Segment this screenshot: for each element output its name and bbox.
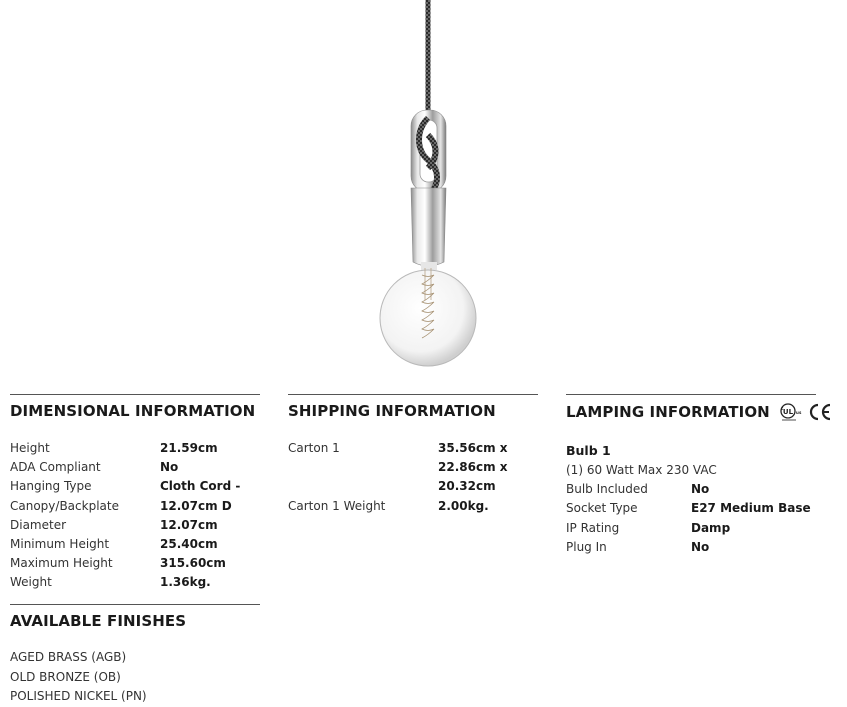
spec-label: Weight xyxy=(10,575,52,590)
spec-row xyxy=(566,480,816,499)
spec-label: Canopy/Backplate xyxy=(10,498,119,513)
spec-label: Minimum Height xyxy=(10,537,110,552)
section-divider xyxy=(566,394,816,395)
spec-label: ADA Compliant xyxy=(10,460,101,475)
spec-row xyxy=(10,554,260,573)
svg-text:c: c xyxy=(780,406,784,411)
spec-row xyxy=(10,535,260,554)
spec-label: Height xyxy=(10,441,50,455)
spec-label: Bulb Included xyxy=(566,482,648,497)
spec-value: 1.36kg. xyxy=(160,575,211,590)
spec-row xyxy=(10,439,260,458)
section-divider xyxy=(10,394,260,395)
spec-value: 21.59cm xyxy=(160,441,218,455)
spec-row xyxy=(288,439,538,497)
lamping-section xyxy=(566,394,816,557)
spec-value: 12.07cm xyxy=(160,517,218,532)
socket xyxy=(411,188,446,266)
section-divider xyxy=(288,394,538,395)
bulb-title: Bulb 1 xyxy=(566,443,611,458)
ul-listed-icon xyxy=(779,402,805,422)
spec-value: Damp xyxy=(691,520,731,535)
spec-value: E27 Medium Base xyxy=(691,501,811,516)
spec-row xyxy=(10,458,260,477)
spec-label: Socket Type xyxy=(566,501,638,516)
spec-label: Hanging Type xyxy=(10,479,92,494)
section-heading: SHIPPING INFORMATION xyxy=(288,402,496,420)
cloth-cord xyxy=(426,0,431,118)
bulb xyxy=(380,270,476,366)
section-heading: LAMPING INFORMATION xyxy=(566,403,770,421)
certification-marks xyxy=(779,402,832,422)
spec-row xyxy=(566,538,816,557)
svg-text:us: us xyxy=(795,410,802,415)
spec-value: No xyxy=(691,482,710,497)
finishes-section xyxy=(10,604,260,707)
section-divider xyxy=(10,604,260,605)
svg-text:UL: UL xyxy=(782,408,794,416)
spec-label: IP Rating xyxy=(566,520,620,535)
spec-row xyxy=(10,497,260,516)
spec-row xyxy=(566,499,816,518)
spec-label: Plug In xyxy=(566,539,607,554)
section-heading-row xyxy=(566,402,816,422)
spec-label: Maximum Height xyxy=(10,556,113,571)
shipping-table xyxy=(288,439,538,516)
bulb-description: (1) 60 Watt Max 230 VAC xyxy=(566,463,717,478)
spec-row xyxy=(10,477,260,496)
finish-item: AGED BRASS (AGB) xyxy=(10,650,127,664)
spec-value: No xyxy=(691,539,710,554)
lamping-table xyxy=(566,441,816,557)
spec-value: 25.40cm xyxy=(160,537,218,552)
section-heading: AVAILABLE FINISHES xyxy=(10,612,187,630)
spec-value: 35.56cm x 22.86cm x 20.32cm xyxy=(438,441,508,494)
spec-value: 12.07cm D xyxy=(160,498,232,513)
finish-item: OLD BRONZE (OB) xyxy=(10,669,121,684)
finish-item: POLISHED NICKEL (PN) xyxy=(10,689,147,703)
spec-label: Carton 1 xyxy=(288,441,340,455)
spec-row xyxy=(566,519,816,538)
spec-label: Carton 1 Weight xyxy=(288,498,386,513)
spec-row xyxy=(288,497,538,516)
lamping-rows xyxy=(566,480,816,557)
spec-row xyxy=(10,573,260,592)
spec-row xyxy=(10,516,260,535)
spec-value: 2.00kg. xyxy=(438,498,489,513)
spec-value: No xyxy=(160,460,179,475)
finish-list xyxy=(10,648,260,707)
product-image xyxy=(370,0,490,375)
dimensional-section xyxy=(10,394,260,593)
spec-value: 315.60cm xyxy=(160,556,226,571)
spec-value: Cloth Cord - xyxy=(160,479,241,494)
dimensional-table xyxy=(10,439,260,593)
ce-mark-icon xyxy=(808,403,832,421)
section-heading: DIMENSIONAL INFORMATION xyxy=(10,402,256,420)
shipping-section xyxy=(288,394,538,516)
spec-label: Diameter xyxy=(10,517,67,532)
